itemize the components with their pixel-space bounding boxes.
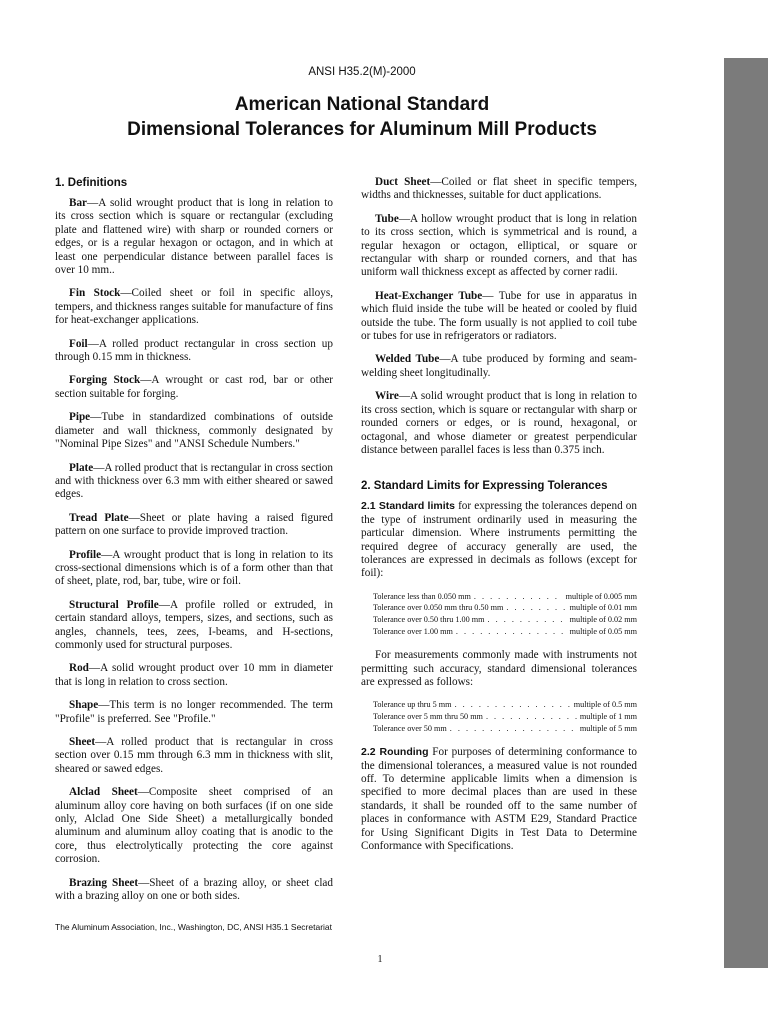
tolerance-row [373,591,637,603]
tolerance-multiple: multiple of 0.5 mm [573,700,637,710]
term: Pipe [69,411,91,424]
definition [55,877,333,904]
leader-dots [506,602,566,614]
leader-dots [488,614,567,626]
term: Tube [375,212,399,225]
definition-text: —Composite sheet comprised of an aluminum alloy core having on both surfaces (if on one side only, Alclad One Side Sheet) a metallurgically bonded aluminum and aluminum alloy coating that is anodic to the core, thus electrolytically protecting the core against corrosion. [55,786,333,866]
tolerance-row [373,711,637,723]
document-id: ANSI H35.2(M)-2000 [308,66,416,78]
definition [361,390,637,457]
definition-text: —A rolled product rectangular in cross section up through 0.15 mm in thickness. [55,337,333,364]
leader-dots [450,723,577,735]
definition [55,411,333,451]
definition-text: —Coiled or flat sheet in specific tempers, widths and thicknesses, suitable for duct applications. [361,176,637,202]
term: Rod [69,662,89,675]
term: Duct Sheet [375,176,431,188]
tolerance-range: Tolerance over 0.050 mm thru 0.50 mm [373,603,504,613]
tolerance-row [373,614,637,626]
term: Bar [69,197,88,209]
definition [55,549,333,589]
term: Wire [375,390,399,403]
left-column [55,176,333,913]
term: Heat-Exchanger Tube [375,289,483,302]
subsection-label: 2.2 Rounding [361,746,429,759]
section-2-heading: 2. Standard Limits for Expressing Tolerances [361,480,608,493]
definition [55,699,333,726]
term: Profile [69,548,102,561]
definition [55,662,333,689]
definition [55,786,333,866]
leader-dots [455,699,571,711]
definition [361,213,637,280]
rounding-paragraph [361,746,637,853]
tolerance-range: Tolerance less than 0.050 mm [373,591,471,601]
tolerance-table-decimal [373,591,637,637]
term: Forging Stock [69,374,141,387]
definition-text: —A hollow wrought product that is long in relation to its cross section, which is symmetrical and is round, a regular hexagon or octagon, elliptical, or square or rectangular with sharp or rounded corners, and that has uniform wall thickness except as affected by corner radii. [361,212,637,279]
definition-text: —This term is no longer recommended. The term "Profile" is preferred. See "Profile." [55,699,333,725]
definition-text: —Sheet or plate having a raised figured pattern on one surface to provide improved traction. [55,511,333,538]
definition-text: —A tube produced by forming and seam-welding sheet longitudinally. [361,353,637,379]
standard-limits-paragraph [361,500,637,580]
definition [361,290,637,344]
definition-text: —Coiled sheet or foil in specific alloys, tempers, and thickness ranges suitable for manufacture of fins for heat-exchanger applications. [55,287,333,327]
tolerance-row [373,626,637,638]
definition-text: —A rolled product that is rectangular in cross section over 0.15 mm through 6.3 mm in thickness with slit, sheared or sawed edges. [55,736,333,775]
term: Shape [69,699,99,712]
term: Welded Tube [375,353,440,366]
tolerance-multiple: multiple of 0.01 mm [569,603,637,613]
definition [55,736,333,776]
definition [55,287,333,327]
tolerance-range: Tolerance over 1.00 mm [373,626,453,636]
leader-dots [486,711,577,723]
mid-paragraph: For measurements commonly made with instruments not permitting such accuracy, standard dimensional tolerances are expressed as follows: [361,649,637,688]
term: Sheet [69,736,96,748]
term: Structural Profile [69,598,159,611]
tolerance-range: Tolerance over 50 mm [373,723,447,733]
term: Tread Plate [69,511,129,524]
tolerance-row [373,602,637,614]
definition [361,353,637,380]
title-line-1: American National Standard [234,94,490,115]
definition-text: —A profile rolled or extruded, in certain standard alloys, tempers, sizes, and sections, such as angles, channels, tees, zees, I-beams, and H-sections, commonly used for structural purposes. [55,598,333,651]
section-1-heading: 1. Definitions [55,177,128,189]
leader-dots [456,626,567,638]
title-line-2: Dimensional Tolerances for Aluminum Mill Products [127,119,597,140]
definition [55,462,333,502]
footer-text: The Aluminum Association, Inc., Washington, DC, ANSI H35.1 Secretariat [55,922,333,932]
definition-text: —A wrought product that is long in relation to its cross-sectional dimensions which is of a form other than that of sheet, plate, rod, bar, tube, wire or foil. [55,548,333,588]
definition-text: —A solid wrought product that is long in relation to its cross section which is square or rectangular (excluding plate and flattened wire) with sharp or rounded corners or edges, or is a regular hexagon or octagon, and in which at least one perpendicular distance between parallel faces is over 10 mm.. [55,197,333,277]
subsection-label: 2.1 Standard limits [361,500,455,513]
definition-text: —A solid wrought product that is long in relation to its cross section, which is square or rectangular with sharp or rounded corners or edges, or is round, hexagonal, or octagonal, and whose diameter or greatest perpendicular distance between parallel faces is less than 0.375 inch. [361,390,637,456]
definition [55,599,333,653]
term: Alclad Sheet [69,786,138,799]
tolerance-row [373,723,637,735]
tolerance-range: Tolerance over 5 mm thru 50 mm [373,711,483,721]
definition-text: —A wrought or cast rod, bar or other section suitable for forging. [55,374,334,400]
tolerance-range: Tolerance up thru 5 mm [373,700,452,710]
term: Brazing Sheet [69,876,139,889]
definition [55,512,333,539]
definition-text: —Tube in standardized combinations of outside diameter and wall thickness, commonly designated by "Nominal Pipe Sizes" and "ANSI Schedule Numbers." [55,411,333,451]
term: Plate [69,461,94,474]
definition [55,374,333,401]
definition [55,338,333,365]
definition-text: —Sheet of a brazing alloy, or sheet clad with a brazing alloy on one or both sides. [55,876,333,903]
definition [55,197,333,277]
definition-text: —A rolled product that is rectangular in cross section and with thickness over 6.3 mm with either sheared or sawed edges. [55,461,333,501]
page-edge-bar [724,58,768,968]
tolerance-multiple: multiple of 0.02 mm [569,614,637,624]
tolerance-range: Tolerance over 0.50 thru 1.00 mm [373,614,485,624]
paragraph-text: for expressing the tolerances depend on the type of instrument ordinarily used in measuring the particular dimension. Where instruments permitting the required degree of accuracy generally are used, the tolerances are expressed in decimals as follows (except for foil): [361,500,637,580]
right-column [361,176,637,863]
term: Foil [69,337,88,350]
definition [361,176,637,203]
paragraph-text: For purposes of determining conformance to the dimensional tolerances, a measured value is not rounded off. To determine applicable limits when a dimension is specified to more decimal places than are used in these standards, it shall be rounded off to the same number of places in conformance with ASTM E29, Standard Practice for Using Significant Digits in Test Data to Determine Conformance with Specifications. [361,746,637,852]
definition-text: — Tube for use in apparatus in which fluid inside the tube will be heated or cooled by fluid outside the tube. The form usually is not applied to coil tube or tubes for use in refrigerators or radiators. [361,289,637,343]
leader-dots [474,591,563,603]
page-number: 1 [377,954,383,965]
definition-text: —A solid wrought product over 10 mm in diameter that is long in relation to cross section. [55,662,333,688]
tolerance-multiple: multiple of 5 mm [579,723,637,733]
tolerance-multiple: multiple of 1 mm [579,711,637,721]
tolerance-multiple: multiple of 0.05 mm [569,626,637,636]
term: Fin Stock [69,287,121,300]
tolerance-row [373,699,637,711]
tolerance-multiple: multiple of 0.005 mm [565,591,637,601]
tolerance-table-whole [373,699,637,734]
